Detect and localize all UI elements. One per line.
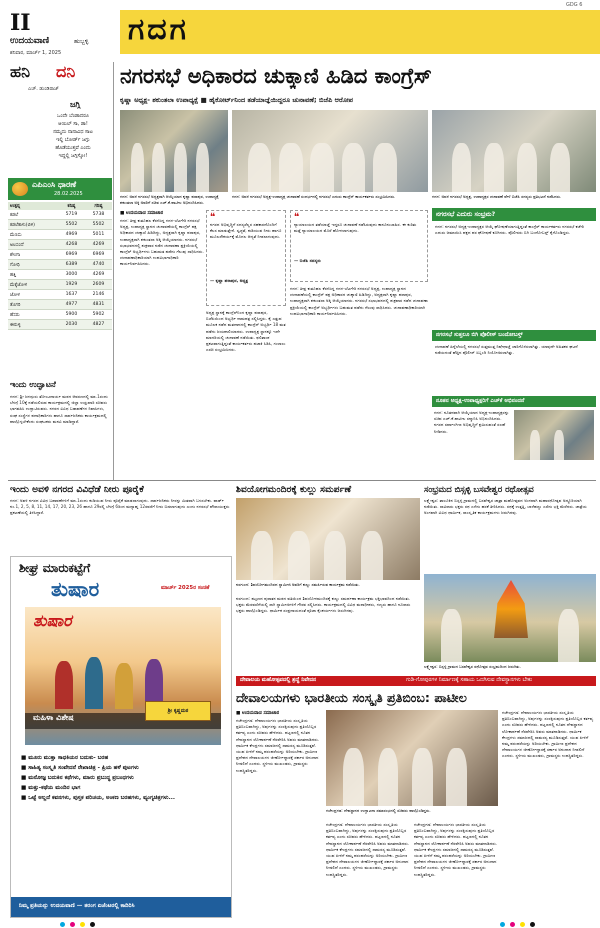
ad-footer: ನಿಮ್ಮ ಪ್ರತಿಯನ್ನು ಉದಯವಾಣಿ — ತರಂಗ ಏಜೆಂಟರಲ್ಲಿ ಕಾದಿರಿಸಿ [11, 897, 231, 917]
tushara-ad [10, 556, 232, 918]
caption-mid: ಗದಗ: ಅವಳಿ ನಗರಸಭೆ ಅಧ್ಯಕ್ಷ-ಉಪಾಧ್ಯಕ್ಷ ಚುನಾವಣೆ ಸಂದರ್ಭದಲ್ಲಿ ನಗರಸಭೆ ಎದುರು ಕಾಂಗ್ರೆಸ್ ಕಾರ್ಯಕರ್ತರು ಸಂಭ್ರಮಿಸಿದರು. [232, 194, 396, 199]
poem-line: ನಮ್ಮದು ನಾನಾವಿಧ ಸಾಟ [53, 129, 93, 135]
magazine-cover [25, 607, 221, 745]
masthead [0, 0, 600, 62]
min-price: 1929 [58, 280, 85, 290]
table-row [8, 240, 112, 250]
ad-issue: ಮಾರ್ಚ್ 2025ರ ಸಂಚಿಕೆ [161, 585, 210, 591]
lead-body-1: ಗದಗ: ತೀವ್ರ ಕುತೂಹಲ ಕೆರಳಿಸಿದ್ದ ಗದಗ-ಬೆಟಗೇರಿ ನಗರಸಭೆ ಅಧ್ಯಕ್ಷ, ಉಪಾಧ್ಯಕ್ಷ ಸ್ಥಾನದ ಚುನಾವಣೆಯಲ್ಲಿ ಕಾಂಗ್ರೆಸ್ ಪಕ್ಷ ಅಧಿಕಾರದ ಚುಕ್ಕಾಣಿ ಹಿಡಿದಿದ್ದು, ಅಧ್ಯಕ್ಷರಾಗಿ ಕೃಷ್ಣಾ ಪರಾಪುರ, ಉಪಾಧ್ಯಕ್ಷರಾಗಿ ಶಕುಂತಲಾ ಅಕ್ಕಿ ಆಯ್ಕೆಯಾದರು. ನಗರಸಭೆ ಸಭಾಭವನದಲ್ಲಿ ಶುಕ್ರವಾರ ನಡೆದ ಚುನಾವಣಾ ಪ್ರಕ್ರಿಯೆಯಲ್ಲಿ ಕಾಂಗ್ರೆಸ್ ಅಭ್ಯರ್ಥಿಗಳು ಬಹುಮತ ಪಡೆದು ಗೆಲುವು ಸಾಧಿಸಿದರು. ಚುನಾವಣಾಧಿಕಾರಿಯಾಗಿ ಉಪವಿಭಾಗಾಧಿಕಾರಿ ಕಾರ್ಯನಿರ್ವಹಿಸಿದರು. [120, 218, 204, 267]
section-title: ಗದಗ [128, 12, 189, 47]
table-row [8, 260, 112, 270]
poem-title: ಜಗ್ಗಿ [70, 100, 81, 109]
commodity-name: ಹತ್ತಿ [8, 270, 58, 280]
cover-badge: ಶ್ರೀ ಕೃಷ್ಣಮಠ [145, 701, 211, 721]
edition: ಹುಬ್ಬಳ್ಳಿ [74, 38, 89, 45]
quote-1-by: — ಕೃಷ್ಣಾ ಪರಾಪುರ, ಅಧ್ಯಕ್ಷ [210, 278, 249, 283]
page-number: II [10, 10, 31, 36]
side-box-1-title: ನಗರಸಭೆ ಎದುರು ಸಂಭ್ರಮ? [432, 208, 596, 221]
quote-1-text: ನಗರದ ಅಭಿವೃದ್ಧಿಗೆ ಸದಸ್ಯರೆಲ್ಲರ ಸಹಕಾರದೊಂದಿಗೆ ಕೆಲಸ ಮಾಡುತ್ತೇನೆ. ಸ್ವಚ್ಛತೆ, ಕುಡಿಯುವ ನೀರು ಹಾಗೂ ಮೂಲಸೌಕರ್ಯಕ್ಕೆ ಮೊದಲ ಆದ್ಯತೆ ನೀಡಲಾಗುವುದು. [210, 222, 282, 240]
max-price: 5738 [85, 210, 112, 220]
market-date: 28.02.2025 [54, 191, 83, 197]
ad-magazine: ತುಷಾರ [51, 577, 100, 601]
market-table [8, 202, 112, 330]
table-row [8, 290, 112, 300]
poem-line: ಇಲ್ಲಿ ಬೋರ್ಡ್ ಜಗ್ಗು [56, 137, 90, 143]
max-price: 5902 [85, 310, 112, 320]
lead-photo-right [432, 110, 596, 192]
commodity-name: ತೊಗರಿ [8, 300, 58, 310]
caption-right: ಗದಗ: ಅವಳಿ ನಗರಸಭೆ ಅಧ್ಯಕ್ಷ, ಉಪಾಧ್ಯಕ್ಷರ ಚುನಾವಣೆ ವೇಳೆ ಬಿಜೆಪಿ ಸದಸ್ಯರು ಪ್ರತಿಭಟನೆ ನಡೆಸಿದರು. [432, 194, 562, 199]
min-price: 5502 [58, 220, 85, 230]
side-box-2 [432, 330, 596, 392]
side-box-3-text: ಗದಗ: ನೂತನವಾಗಿ ಆಯ್ಕೆಯಾದ ಅಧ್ಯಕ್ಷ-ಉಪಾಧ್ಯಕ್ಷರನ್ನು ಸಚಿವ ಎಚ್.ಕೆ.ಪಾಟೀಲ ಸನ್ಮಾನಿಸಿ ಅಭಿನಂದಿಸಿದರು. ನಗರದ ಸರ್ವಾಂಗೀಣ ಅಭಿವೃದ್ಧಿಗೆ ಶ್ರಮಿಸುವಂತೆ ಸಲಹೆ ನೀಡಿದರು. [434, 410, 509, 434]
caption-left: ಗದಗ: ಅವಳಿ ನಗರಸಭೆ ಅಧ್ಯಕ್ಷರಾಗಿ ಆಯ್ಕೆಯಾದ ಕೃಷ್ಣಾ ಪರಾಪುರ, ಉಪಾಧ್ಯಕ್ಷೆ ಶಕುಂತಲಾ ಅಕ್ಕಿ ಅವರಿಗೆ ಸಚಿವ ಎಚ್.ಕೆ.ಪಾಟೀಲ ಅಭಿನಂದಿಸಿದರು. [120, 194, 219, 205]
table-row [8, 320, 112, 330]
lead-photo-left [120, 110, 228, 192]
min-price: 3000 [58, 270, 85, 280]
shiyoga-photo [236, 498, 420, 580]
quote-box-1 [206, 210, 286, 306]
side-box-1-text: ಗದಗ: ನಗರಸಭೆ ಅಧ್ಯಕ್ಷ-ಉಪಾಧ್ಯಕ್ಷರ ಆಯ್ಕೆ ಘೋಷಣೆಯಾಗುತ್ತಿದ್ದಂತೆ ಕಾಂಗ್ರೆಸ್ ಕಾರ್ಯಕರ್ತರು ನಗರಸಭೆ ಕಚೇರಿ ಎದುರು ಜಮಾಯಿಸಿ ಪಕ್ಷದ ಪರ ಘೋಷಣೆ ಕೂಗಿದರು. ಪೊಲೀಸರು ಬಿಗಿ ಬಂದೋಬಸ್ತ್ ಕೈಗೊಂಡಿದ್ದರು. [435, 224, 584, 236]
today-text: ಗದಗ: ಶ್ರೀ ಜಗದ್ಗುರು ತೋಂಟದಾರ್ಯ ಮಠದ ಆವರಣದಲ್ಲಿ ಮಾ.1ರಂದು ಬೆಳಗ್ಗೆ 10ಕ್ಕೆ ನಡೆಯಲಿರುವ ಕಾರ್ಯಕ್ರಮದಲ್ಲಿ ಜಿಲ್ಲಾ ಉಸ್ತುವಾರಿ ಸಚಿವರು ಭಾಗವಹಿಸಿ ಉದ್ಘಾಟಿಸುವರು. ನಗರದ ವಿವಿಧ ಬಡಾವಣೆಗಳ ನಿವಾಸಿಗಳು, ಸಂಘ ಸಂಸ್ಥೆಗಳ ಪದಾಧಿಕಾರಿಗಳು ಹಾಗೂ ಸಾರ್ವಜನಿಕರು ಕಾರ್ಯಕ್ರಮದಲ್ಲಿ ಪಾಲ್ಗೊಳ್ಳಬೇಕೆಂದು ಸಂಘಟಕರು ಮನವಿ ಮಾಡಿದ್ದಾರೆ. [10, 394, 108, 424]
table-row [8, 250, 112, 260]
festival-headline: ಸಂಭ್ರಮದ ಬಿಸ್ಸಳ್ಳಿ ಬಸವೇಶ್ವರ ರಥೋತ್ಸವ [424, 484, 534, 494]
table-header: ಕನಿಷ್ಠ [67, 204, 76, 209]
min-price: 5900 [58, 310, 85, 320]
poem-line: ಇದ್ದಲ್ಲಿ ಜಗ್ಗಿಸ್ಕೋ! [58, 153, 88, 159]
market-table-header [8, 202, 112, 210]
lead-photo-mid [232, 110, 428, 192]
max-price: 4269 [85, 240, 112, 250]
max-price: 4269 [85, 270, 112, 280]
hanidani-logo [8, 62, 108, 84]
table-row [8, 210, 112, 220]
section-title-box [120, 10, 600, 54]
logo-left: ಹನಿ [10, 62, 30, 81]
temple-caption: ಗಜೇಂದ್ರಗಡ: ದೇವಸ್ಥಾನದ ಉದ್ಘಾಟನಾ ಸಮಾರಂಭದಲ್ಲಿ ಸಚಿವರು ಪಾಲ್ಗೊಂಡಿದ್ದರು. [326, 808, 431, 813]
sidebar-byline: ಎಚ್. ಡುಂಡಿರಾಜ್ [28, 86, 59, 92]
logo-right: ದನಿ [56, 62, 76, 81]
ad-bullet: ■ ಮತ್ತು-ಕಥೆಯ ಮಂದಿರ ಭಾಗ [21, 785, 81, 791]
lead-dateline: ■ ಉದಯವಾಣಿ ಸಮಾಚಾರ [120, 211, 164, 216]
commodity-name: ಜೋಳ [8, 290, 58, 300]
max-price: 2609 [85, 280, 112, 290]
commodity-name: ಹೆಸರು [8, 310, 58, 320]
poem-line: ಒಂದೇ ಬೆಂಡಾದರೂ [57, 113, 89, 119]
max-price: 2146 [85, 290, 112, 300]
max-price: 5011 [85, 230, 112, 240]
min-price: 1637 [58, 290, 85, 300]
shiyoga-headline: ಶಿವಯೋಗಮಂದಿರಕ್ಕೆ ಕುಲ್ಲು ಸಮರ್ಪಣೆ [236, 484, 352, 495]
print-registration-marks [0, 920, 600, 928]
table-header: ಉತ್ಪನ್ನ [10, 204, 21, 209]
min-price: 5719 [58, 210, 85, 220]
water-headline: ಇಂದು ಅವಳಿ ನಗರದ ವಿವಿಧೆಡೆ ನೀರು ಪೂರೈಕೆ [10, 484, 144, 495]
temple-text-4: ಗಜೇಂದ್ರಗಡ: ದೇವಾಲಯಗಳು ಭಾರತೀಯ ಸಂಸ್ಕೃತಿಯ ಪ್ರತಿಬಿಂಬವಾಗಿದ್ದು, ಅವುಗಳನ್ನು ಸಂರಕ್ಷಿಸುವುದು ಪ್ರತಿಯೊಬ್ಬರ ಕರ್ತವ್ಯ ಎಂದು ಸಚಿವರು ಹೇಳಿದರು. ಪಟ್ಟಣದಲ್ಲಿ ನೂತನ ದೇವಸ್ಥಾನದ ಲೋಕಾರ್ಪಣೆ ನೆರವೇರಿಸಿ ಅವರು ಮಾತನಾಡಿದರು. ಧಾರ್ಮಿಕ ಕೇಂದ್ರಗಳು ಸಮಾಜದಲ್ಲಿ ಸಾಮರಸ್ಯ ಮೂಡಿಸುತ್ತವೆ. ಯುವ ಪೀಳಿಗೆ ನಮ್ಮ ಪರಂಪರೆಯನ್ನು ಅರಿಯಬೇಕು. ಗ್ರಾಮೀಣ ಪ್ರದೇಶದ ದೇವಾಲಯಗಳ ಜೀರ್ಣೋದ್ಧಾರಕ್ಕೆ ಸರ್ಕಾರ ಅನುದಾನ ನೀಡಲಿದೆ ಎಂದರು. ಸ್ಥಳೀಯ ಮುಖಂಡರು, ಗ್ರಾಮಸ್ಥರು ಉಪಸ್ಥಿತರಿದ್ದರು. [502, 710, 594, 759]
commodity-name: ಶೇಂಗಾ [8, 250, 58, 260]
cover-special: ಮಹಿಳಾ ವಿಶೇಷ [25, 713, 221, 729]
max-price: 4827 [85, 320, 112, 330]
quote-box-2 [290, 210, 428, 282]
ad-bullets [21, 753, 225, 803]
ad-bullet: ■ ಮೂರು ಮುಕ್ತಾ ಸಾಧಕಿಯರ ಬದುಕು- ಬರಹ [21, 755, 109, 761]
paper-name: ಉದಯವಾಣಿ [10, 36, 50, 46]
poem-line: ಆಯಿಲ್ ಸಾ, ಡಾ! [58, 121, 88, 127]
commodity-name: ಮೆಕ್ಕೆಜೋಳ [8, 280, 58, 290]
ticker-right: ಗುಡಿ-ಗೋಪುರಗಳ ನಿರ್ಮಾಣಕ್ಕೆ ಸಹಾಯ ಒದಗಿಸುವ ದೇವಸ್ಥಾನಗಳು ಬೇಕು [406, 677, 533, 683]
quote-mark-icon: ❝ [210, 212, 216, 223]
ticker-bar [236, 676, 596, 686]
lead-headline: ನಗರಸಭೆ ಅಧಿಕಾರದ ಚುಕ್ಕಾಣಿ ಹಿಡಿದ ಕಾಂಗ್ರೆಸ್ [120, 64, 432, 88]
table-header: ಗರಿಷ್ಠ [94, 204, 103, 209]
quote-2-text: ನ್ಯಾಯಾಲಯದ ತಡೆಯಾಜ್ಞೆ ಇದ್ದರೂ ಚುನಾವಣೆ ನಡೆಸಿರುವುದು ಕಾನೂನುಬಾಹಿರ. ಈ ಕುರಿತು ಮತ್ತೆ ನ್ಯಾಯಾಲಯದ ಮೊರೆ ಹೋಗಲಾಗುವುದು. [294, 222, 417, 234]
produce-icon [12, 182, 28, 196]
chariot-shape [494, 580, 528, 638]
temple-headline: ದೇವಾಲಯಗಳು ಭಾರತೀಯ ಸಂಸ್ಕೃತಿ ಪ್ರತಿಬಿಂಬ: ಪಾಟೀಲ [236, 690, 467, 705]
market-title: ಎಪಿಎಂಸಿ ಧಾರಣೆ [32, 180, 77, 189]
ad-bullet: ■ ಒಟ್ಟೆ ಅಲ್ಲದೆ ಕವನಗಳು, ಪುಸ್ತಕ ಪರಿಚಯ, ಅಂಕಣ ಬರಹಗಳು, ವ್ಯಂಗ್ಯಚಿತ್ರಗಳು... [21, 795, 175, 801]
lead-body-2: ಅಧ್ಯಕ್ಷ ಸ್ಥಾನಕ್ಕೆ ಕಾಂಗ್ರೆಸ್‌ನಿಂದ ಕೃಷ್ಣಾ ಪರಾಪುರ, ಬಿಜೆಪಿಯಿಂದ ಅಭ್ಯರ್ಥಿ ನಾಮಪತ್ರ ಸಲ್ಲಿಸಿದ್ದರು. ಕೈ ಎತ್ತುವ ಮೂಲಕ ನಡೆದ ಮತದಾನದಲ್ಲಿ ಕಾಂಗ್ರೆಸ್ ಅಭ್ಯರ್ಥಿ 18 ಮತ ಪಡೆದು ಜಯಶಾಲಿಯಾದರು. ಉಪಾಧ್ಯಕ್ಷ ಸ್ಥಾನಕ್ಕೂ ಇದೇ ಮಾದರಿಯಲ್ಲಿ ಚುನಾವಣೆ ನಡೆಯಿತು. ಫಲಿತಾಂಶ ಪ್ರಕಟವಾಗುತ್ತಿದ್ದಂತೆ ಕಾರ್ಯಕರ್ತರು ಪಟಾಕಿ ಸಿಡಿಸಿ, ಗುಲಾಲು ಎರಚಿ ಸಂಭ್ರಮಿಸಿದರು. [206, 310, 286, 353]
side-box-1 [432, 208, 596, 328]
table-row [8, 220, 112, 230]
ad-top-line: ಶೀಘ್ರ ಮಾರುಕಟ್ಟೆಗೆ [19, 561, 91, 575]
page-code: GDG 6 [566, 2, 583, 8]
side-box-2-title: ನಗರಸಭೆ ಸುತ್ತಲೂ ಬಿಗಿ ಪೊಲೀಸ್ ಬಂದೋಬಸ್ತ್ [432, 330, 596, 341]
commodity-name: ಈರುಳ್ಳಿ [8, 320, 58, 330]
commodity-name: ಮೆಣಸು [8, 230, 58, 240]
max-price: 6969 [85, 250, 112, 260]
lead-subheadline: ಕೃಷ್ಣಾ ಅಧ್ಯಕ್ಷ- ಶಕುಂತಲಾ ಉಪಾಧ್ಯಕ್ಷೆ ■ ಹೈಕೋರ್ಟ್‌ನಿಂದ ತಡೆಯಾಜ್ಞೆಯಿದ್ದರೂ ಚುನಾವಣೆ; ಬಿಜೆಪಿ ಆರೋಪ [120, 96, 354, 104]
temple-text-2: ಗಜೇಂದ್ರಗಡ: ದೇವಾಲಯಗಳು ಭಾರತೀಯ ಸಂಸ್ಕೃತಿಯ ಪ್ರತಿಬಿಂಬವಾಗಿದ್ದು, ಅವುಗಳನ್ನು ಸಂರಕ್ಷಿಸುವುದು ಪ್ರತಿಯೊಬ್ಬರ ಕರ್ತವ್ಯ ಎಂದು ಸಚಿವರು ಹೇಳಿದರು. ಪಟ್ಟಣದಲ್ಲಿ ನೂತನ ದೇವಸ್ಥಾನದ ಲೋಕಾರ್ಪಣೆ ನೆರವೇರಿಸಿ ಅವರು ಮಾತನಾಡಿದರು. ಧಾರ್ಮಿಕ ಕೇಂದ್ರಗಳು ಸಮಾಜದಲ್ಲಿ ಸಾಮರಸ್ಯ ಮೂಡಿಸುತ್ತವೆ. ಯುವ ಪೀಳಿಗೆ ನಮ್ಮ ಪರಂಪರೆಯನ್ನು ಅರಿಯಬೇಕು. ಗ್ರಾಮೀಣ ಪ್ರದೇಶದ ದೇವಾಲಯಗಳ ಜೀರ್ಣೋದ್ಧಾರಕ್ಕೆ ಸರ್ಕಾರ ಅನುದಾನ ನೀಡಲಿದೆ ಎಂದರು. ಸ್ಥಳೀಯ ಮುಖಂಡರು, ಗ್ರಾಮಸ್ಥರು ಉಪಸ್ಥಿತರಿದ್ದರು. [326, 822, 410, 877]
commodity-name: ಅಲಸಂದೆ [8, 240, 58, 250]
side-box-3-photo [514, 410, 594, 460]
market-header-band [8, 178, 112, 200]
min-price: 6969 [58, 250, 85, 260]
table-row [8, 230, 112, 240]
temple-dateline: ■ ಉದಯವಾಣಿ ಸಮಾಚಾರ [236, 711, 280, 716]
ad-bullet: ■ ಸಾಹಿತ್ಯ ಸಂಸ್ಕೃತಿ ಸಂವೇದನೆ ರೇಖಾಚಿತ್ರ - ಪ್ರಿಯ ಹಳೆ ಪುಟಗಳು [21, 765, 139, 771]
commodity-name: ಕಡಲೆಕಾಳು(ಬಿಳಿ) [8, 220, 58, 230]
shiyoga-caption: ನರಗುಂದ: ಶಿವಯೋಗಮಂದಿರದ ಸ್ವಾಮೀಜಿ ಅವರಿಗೆ ಕುಲ್ಲು ಸಮರ್ಪಿಸುವ ಕಾರ್ಯಕ್ರಮ ನಡೆಯಿತು. [236, 582, 360, 587]
ad-bullet: ■ ಮನೋಜ್ಞ ಬದುಕಿನ ಕಥೆಗಳು, ಮಾರು ಪ್ರಬುದ್ಧ ಪ್ರಬಂಧಗಳು [21, 775, 134, 781]
poem-body [32, 112, 114, 160]
poem-line: ಹೊಡೆಯುತ್ತವೆ ಎಂದು [55, 145, 91, 151]
side-box-2-text: ಚುನಾವಣೆ ಹಿನ್ನೆಲೆಯಲ್ಲಿ ನಗರಸಭೆ ಸುತ್ತಮುತ್ತ ನಿಷೇಧಾಜ್ಞೆ ಜಾರಿಗೊಳಿಸಲಾಗಿತ್ತು. ಯಾವುದೇ ಅಹಿತಕರ ಘಟನೆ ನಡೆಯದಂತೆ ಹೆಚ್ಚಿನ ಪೊಲೀಸ್ ಸಿಬ್ಬಂದಿ ನಿಯೋಜಿಸಲಾಗಿತ್ತು. [435, 344, 578, 356]
festival-photo [424, 574, 596, 662]
table-row [8, 270, 112, 280]
min-price: 2030 [58, 320, 85, 330]
commodity-name: ಕಡಲೆ [8, 210, 58, 220]
festival-caption: ಲಕ್ಷ್ಮೇಶ್ವರ: ಬಿಸ್ಸಳ್ಳಿ ಗ್ರಾಮದ ಬಸವೇಶ್ವರ ರಥೋತ್ಸವ ಸಂಭ್ರಮದಿಂದ ಜರುಗಿತು. [424, 664, 521, 669]
temple-photo [326, 710, 498, 806]
divider [8, 480, 596, 481]
min-price: 4268 [58, 240, 85, 250]
min-price: 4977 [58, 300, 85, 310]
commodity-name: ಗೋಧಿ [8, 260, 58, 270]
temple-text-3: ಗಜೇಂದ್ರಗಡ: ದೇವಾಲಯಗಳು ಭಾರತೀಯ ಸಂಸ್ಕೃತಿಯ ಪ್ರತಿಬಿಂಬವಾಗಿದ್ದು, ಅವುಗಳನ್ನು ಸಂರಕ್ಷಿಸುವುದು ಪ್ರತಿಯೊಬ್ಬರ ಕರ್ತವ್ಯ ಎಂದು ಸಚಿವರು ಹೇಳಿದರು. ಪಟ್ಟಣದಲ್ಲಿ ನೂತನ ದೇವಸ್ಥಾನದ ಲೋಕಾರ್ಪಣೆ ನೆರವೇರಿಸಿ ಅವರು ಮಾತನಾಡಿದರು. ಧಾರ್ಮಿಕ ಕೇಂದ್ರಗಳು ಸಮಾಜದಲ್ಲಿ ಸಾಮರಸ್ಯ ಮೂಡಿಸುತ್ತವೆ. ಯುವ ಪೀಳಿಗೆ ನಮ್ಮ ಪರಂಪರೆಯನ್ನು ಅರಿಯಬೇಕು. ಗ್ರಾಮೀಣ ಪ್ರದೇಶದ ದೇವಾಲಯಗಳ ಜೀರ್ಣೋದ್ಧಾರಕ್ಕೆ ಸರ್ಕಾರ ಅನುದಾನ ನೀಡಲಿದೆ ಎಂದರು. ಸ್ಥಳೀಯ ಮುಖಂಡರು, ಗ್ರಾಮಸ್ಥರು ಉಪಸ್ಥಿತರಿದ್ದರು. [414, 822, 498, 877]
max-price: 5502 [85, 220, 112, 230]
side-box-3 [432, 396, 596, 476]
today-title: ಇಂದು ಉದ್ಘಾಟನೆ [10, 380, 56, 389]
min-price: 4969 [58, 230, 85, 240]
cover-title: ತುಷಾರ [33, 611, 72, 630]
table-row [8, 300, 112, 310]
table-row [8, 280, 112, 290]
market-rates-box [8, 178, 112, 374]
ticker-left: ದೇವಾಲಯ ಮಹೋತ್ಸವದಲ್ಲಿ ಶ್ರದ್ಧೆ ನಿವೇದನ [240, 677, 316, 683]
water-text: ಗದಗ: ಅವಳಿ ನಗರದ ವಿವಿಧ ಬಡಾವಣೆಗಳಿಗೆ ಮಾ.1ರಂದು ಕುಡಿಯುವ ನೀರು ಪೂರೈಕೆ ಮಾಡಲಾಗುವುದು. ಸಾರ್ವಜನಿಕರು ನೀರನ್ನು ಮಿತವಾಗಿ ಬಳಸಬೇಕು. ವಾರ್ಡ್ ನಂ.1, 2, 5, 8, 11, 14, 17, 20, 23, 26 ಹಾಗೂ 29ರಲ್ಲಿ ಬೆಳಗ್ಗೆ 6ರಿಂದ ಮಧ್ಯಾಹ್ನ 12ರವರೆಗೆ ನೀರು ಬಿಡಲಾಗುವುದು ಎಂದು ನಗರಸಭೆ ಪೌರಾಯುಕ್ತರು ಪ್ರಕಟಣೆಯಲ್ಲಿ ತಿಳಿಸಿದ್ದಾರೆ. [10, 498, 230, 516]
quote-2-by: — ಬಿಜೆಪಿ ಸದಸ್ಯರು [294, 258, 321, 263]
date-line: ಶನಿವಾರ, ಮಾರ್ಚ್ 1, 2025 [10, 50, 62, 56]
sidebar [8, 62, 114, 480]
quote-mark-icon: ❝ [294, 212, 300, 223]
festival-text: ಲಕ್ಷ್ಮೇಶ್ವರ: ತಾಲೂಕಿನ ಬಿಸ್ಸಳ್ಳಿ ಗ್ರಾಮದಲ್ಲಿ ಬಸವೇಶ್ವರ ಜಾತ್ರಾ ಮಹೋತ್ಸವದ ಅಂಗವಾಗಿ ಮಹಾರಥೋತ್ಸವ ಅದ್ಧೂರಿಯಾಗಿ ನಡೆಯಿತು. ಸಾವಿರಾರು ಭಕ್ತರು ರಥ ಎಳೆದು ಹರಕೆ ತೀರಿಸಿದರು. ರಥಕ್ಕೆ ಉತ್ತತ್ತಿ, ಬಾಳೆಹಣ್ಣು ಎಸೆದು ಭಕ್ತಿ ಮೆರೆದರು. ಜಾತ್ರೆಯ ಅಂಗವಾಗಿ ವಿವಿಧ ಧಾರ್ಮಿಕ, ಸಾಂಸ್ಕೃತಿಕ ಕಾರ್ಯಕ್ರಮಗಳು ಜರುಗಿದವು. [424, 498, 587, 516]
temple-text-1: ಗಜೇಂದ್ರಗಡ: ದೇವಾಲಯಗಳು ಭಾರತೀಯ ಸಂಸ್ಕೃತಿಯ ಪ್ರತಿಬಿಂಬವಾಗಿದ್ದು, ಅವುಗಳನ್ನು ಸಂರಕ್ಷಿಸುವುದು ಪ್ರತಿಯೊಬ್ಬರ ಕರ್ತವ್ಯ ಎಂದು ಸಚಿವರು ಹೇಳಿದರು. ಪಟ್ಟಣದಲ್ಲಿ ನೂತನ ದೇವಸ್ಥಾನದ ಲೋಕಾರ್ಪಣೆ ನೆರವೇರಿಸಿ ಅವರು ಮಾತನಾಡಿದರು. ಧಾರ್ಮಿಕ ಕೇಂದ್ರಗಳು ಸಮಾಜದಲ್ಲಿ ಸಾಮರಸ್ಯ ಮೂಡಿಸುತ್ತವೆ. ಯುವ ಪೀಳಿಗೆ ನಮ್ಮ ಪರಂಪರೆಯನ್ನು ಅರಿಯಬೇಕು. ಗ್ರಾಮೀಣ ಪ್ರದೇಶದ ದೇವಾಲಯಗಳ ಜೀರ್ಣೋದ್ಧಾರಕ್ಕೆ ಸರ್ಕಾರ ಅನುದಾನ ನೀಡಲಿದೆ ಎಂದರು. ಸ್ಥಳೀಯ ಮುಖಂಡರು, ಗ್ರಾಮಸ್ಥರು ಉಪಸ್ಥಿತರಿದ್ದರು. [236, 718, 320, 773]
side-box-3-title: ನೂತನ ಅಧ್ಯಕ್ಷ-ಉಪಾಧ್ಯಕ್ಷರಿಗೆ ಎಚ್‌ಕೆ ಅಭಿನಂದನೆ [432, 396, 596, 407]
shiyoga-text: ನರಗುಂದ: ಪಟ್ಟಣದ ಪುರಾತನ ಮಠದ ವತಿಯಿಂದ ಶಿವಯೋಗಮಂದಿರಕ್ಕೆ ಕುಲ್ಲು ಸಮರ್ಪಣಾ ಕಾರ್ಯಕ್ರಮ ಭಕ್ತಿಭಾವದಿಂದ ನಡೆಯಿತು. ಭಕ್ತರು ಮೆರವಣಿಗೆಯಲ್ಲಿ ಸಾಗಿ ಸ್ವಾಮೀಜಿಗಳಿಗೆ ಗೌರವ ಸಲ್ಲಿಸಿದರು. ಕಾರ್ಯಕ್ರಮದಲ್ಲಿ ವಿವಿಧ ಮಠಾಧೀಶರು, ಗಣ್ಯರು ಹಾಗೂ ನೂರಾರು ಭಕ್ತರು ಪಾಲ್ಗೊಂಡಿದ್ದರು. ಧಾರ್ಮಿಕ ಸಂಪ್ರದಾಯದಂತೆ ಪೂಜಾ ಕೈಂಕರ್ಯಗಳು ಜರುಗಿದವು. [236, 596, 411, 614]
table-row [8, 310, 112, 320]
max-price: 4740 [85, 260, 112, 270]
max-price: 4831 [85, 300, 112, 310]
lead-body-3: ಗದಗ: ತೀವ್ರ ಕುತೂಹಲ ಕೆರಳಿಸಿದ್ದ ಗದಗ-ಬೆಟಗೇರಿ ನಗರಸಭೆ ಅಧ್ಯಕ್ಷ, ಉಪಾಧ್ಯಕ್ಷ ಸ್ಥಾನದ ಚುನಾವಣೆಯಲ್ಲಿ ಕಾಂಗ್ರೆಸ್ ಪಕ್ಷ ಅಧಿಕಾರದ ಚುಕ್ಕಾಣಿ ಹಿಡಿದಿದ್ದು, ಅಧ್ಯಕ್ಷರಾಗಿ ಕೃಷ್ಣಾ ಪರಾಪುರ, ಉಪಾಧ್ಯಕ್ಷರಾಗಿ ಶಕುಂತಲಾ ಅಕ್ಕಿ ಆಯ್ಕೆಯಾದರು. ನಗರಸಭೆ ಸಭಾಭವನದಲ್ಲಿ ಶುಕ್ರವಾರ ನಡೆದ ಚುನಾವಣಾ ಪ್ರಕ್ರಿಯೆಯಲ್ಲಿ ಕಾಂಗ್ರೆಸ್ ಅಭ್ಯರ್ಥಿಗಳು ಬಹುಮತ ಪಡೆದು ಗೆಲುವು ಸಾಧಿಸಿದರು. ಚುನಾವಣಾಧಿಕಾರಿಯಾಗಿ ಉಪವಿಭಾಗಾಧಿಕಾರಿ ಕಾರ್ಯನಿರ್ವಹಿಸಿದರು. [290, 286, 428, 316]
min-price: 6389 [58, 260, 85, 270]
